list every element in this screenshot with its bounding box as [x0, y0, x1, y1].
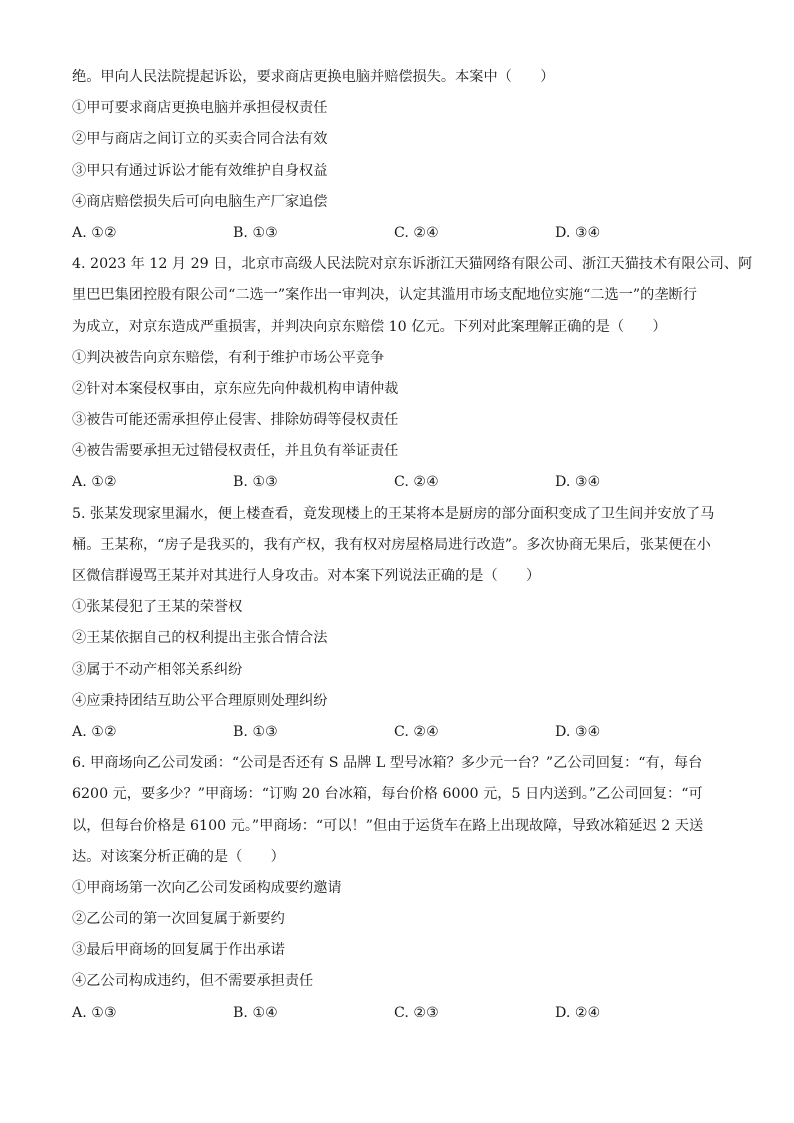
- option-d: D. ②④: [555, 1004, 601, 1021]
- option-c: C. ②④: [394, 224, 439, 241]
- option-d: D. ③④: [555, 474, 601, 491]
- question-4: [72, 249, 753, 499]
- statement-4: ④应秉持团结互助公平合理原则处理纠纷: [72, 692, 328, 709]
- option-b: B. ①③: [233, 723, 278, 740]
- statement-4: ④乙公司构成违约，但不需要承担责任: [72, 973, 314, 990]
- statement-4: ④被告需要承担无过错侵权责任，并且负有举证责任: [72, 443, 399, 460]
- option-a: A. ①②: [72, 224, 117, 241]
- question-stem-line: 5. 张某发现家里漏水，便上楼查看，竟发现楼上的王某将本是厨房的部分面积变成了卫生间并安放了马: [72, 505, 715, 522]
- option-c: C. ②④: [394, 474, 439, 491]
- question-stem-line: 4. 2023 年 12 月 29 日，北京市高级人民法院对京东诉浙江天猫网络有限公司、浙江天猫技术有限公司、阿: [72, 256, 753, 273]
- option-b: B. ①③: [233, 474, 278, 491]
- question-stem-line: 绝。甲向人民法院提起诉讼，要求商店更换电脑并赔偿损失。本案中（ ）: [72, 69, 555, 85]
- option-a: A. ①②: [72, 723, 117, 740]
- question-stem-line: 为成立，对京东造成严重损害，并判决向京东赔偿 10 亿元。下列对此案理解正确的是（ ）: [72, 318, 667, 335]
- question-stem-line: 桶。王某称，“房子是我买的，我有产权，我有权对房屋格局进行改造”。多次协商无果后，张某便在小: [72, 536, 711, 553]
- statement-4: ④商店赔偿损失后可向电脑生产厂家追偿: [72, 193, 328, 210]
- statement-2: ②针对本案侵权事由，京东应先向仲裁机构申请仲裁: [72, 380, 399, 397]
- option-c: C. ②④: [394, 723, 439, 740]
- statement-3: ③甲只有通过诉讼才能有效维护自身权益: [72, 162, 328, 179]
- option-a: A. ①③: [72, 1004, 117, 1021]
- question-3: [72, 62, 722, 249]
- option-d: D. ③④: [555, 224, 601, 241]
- option-a: A. ①②: [72, 474, 117, 491]
- statement-3: ③最后甲商场的回复属于作出承诺: [72, 942, 285, 959]
- question-stem-line: 以，但每台价格是 6100 元。”甲商场：“可以！”但由于运货车在路上出现故障，导致冰箱延迟 2 天送: [72, 817, 704, 834]
- option-c: C. ②③: [394, 1004, 439, 1021]
- statement-2: ②乙公司的第一次回复属于新要约: [72, 911, 285, 928]
- statement-1: ①甲可要求商店更换电脑并承担侵权责任: [72, 100, 328, 117]
- question-stem-line: 里巴巴集团控股有限公司“二选一”案作出一审判决，认定其滥用市场支配地位实施“二选一”的垄断行: [72, 287, 697, 304]
- question-stem-line: 6. 甲商场向乙公司发函：“公司是否还有 S 品牌 L 型号冰箱？多少元一台？”乙公司回复：“有，每台: [72, 755, 703, 772]
- question-stem-line: 6200 元，要多少？”甲商场：“订购 20 台冰箱，每台价格 6000 元，5 日内送到。”乙公司回复：“可: [72, 786, 703, 803]
- question-stem-line: 达。对该案分析正确的是（ ）: [72, 848, 285, 865]
- answer-options: [72, 218, 722, 249]
- statement-1: ①张某侵犯了王某的荣誉权: [72, 599, 243, 616]
- option-d: D. ③④: [555, 723, 601, 740]
- question-5: [72, 499, 722, 749]
- question-stem-line: 区微信群谩骂王某并对其进行人身攻击。对本案下列说法正确的是（ ）: [72, 568, 541, 584]
- statement-2: ②王某依据自己的权利提出主张合情合法: [72, 630, 328, 647]
- statement-1: ①判决被告向京东赔偿，有利于维护市场公平竞争: [72, 349, 385, 366]
- statement-2: ②甲与商店之间订立的买卖合同合法有效: [72, 131, 328, 148]
- answer-options: [72, 717, 722, 748]
- exam-page: [72, 62, 753, 1029]
- question-6: [72, 748, 722, 1029]
- statement-3: ③被告可能还需承担停止侵害、排除妨碍等侵权责任: [72, 412, 399, 429]
- answer-options: [72, 467, 722, 498]
- answer-options: [72, 998, 722, 1029]
- statement-3: ③属于不动产相邻关系纠纷: [72, 661, 243, 678]
- option-b: B. ①③: [233, 224, 278, 241]
- option-b: B. ①④: [233, 1004, 278, 1021]
- statement-1: ①甲商场第一次向乙公司发函构成要约邀请: [72, 879, 342, 896]
